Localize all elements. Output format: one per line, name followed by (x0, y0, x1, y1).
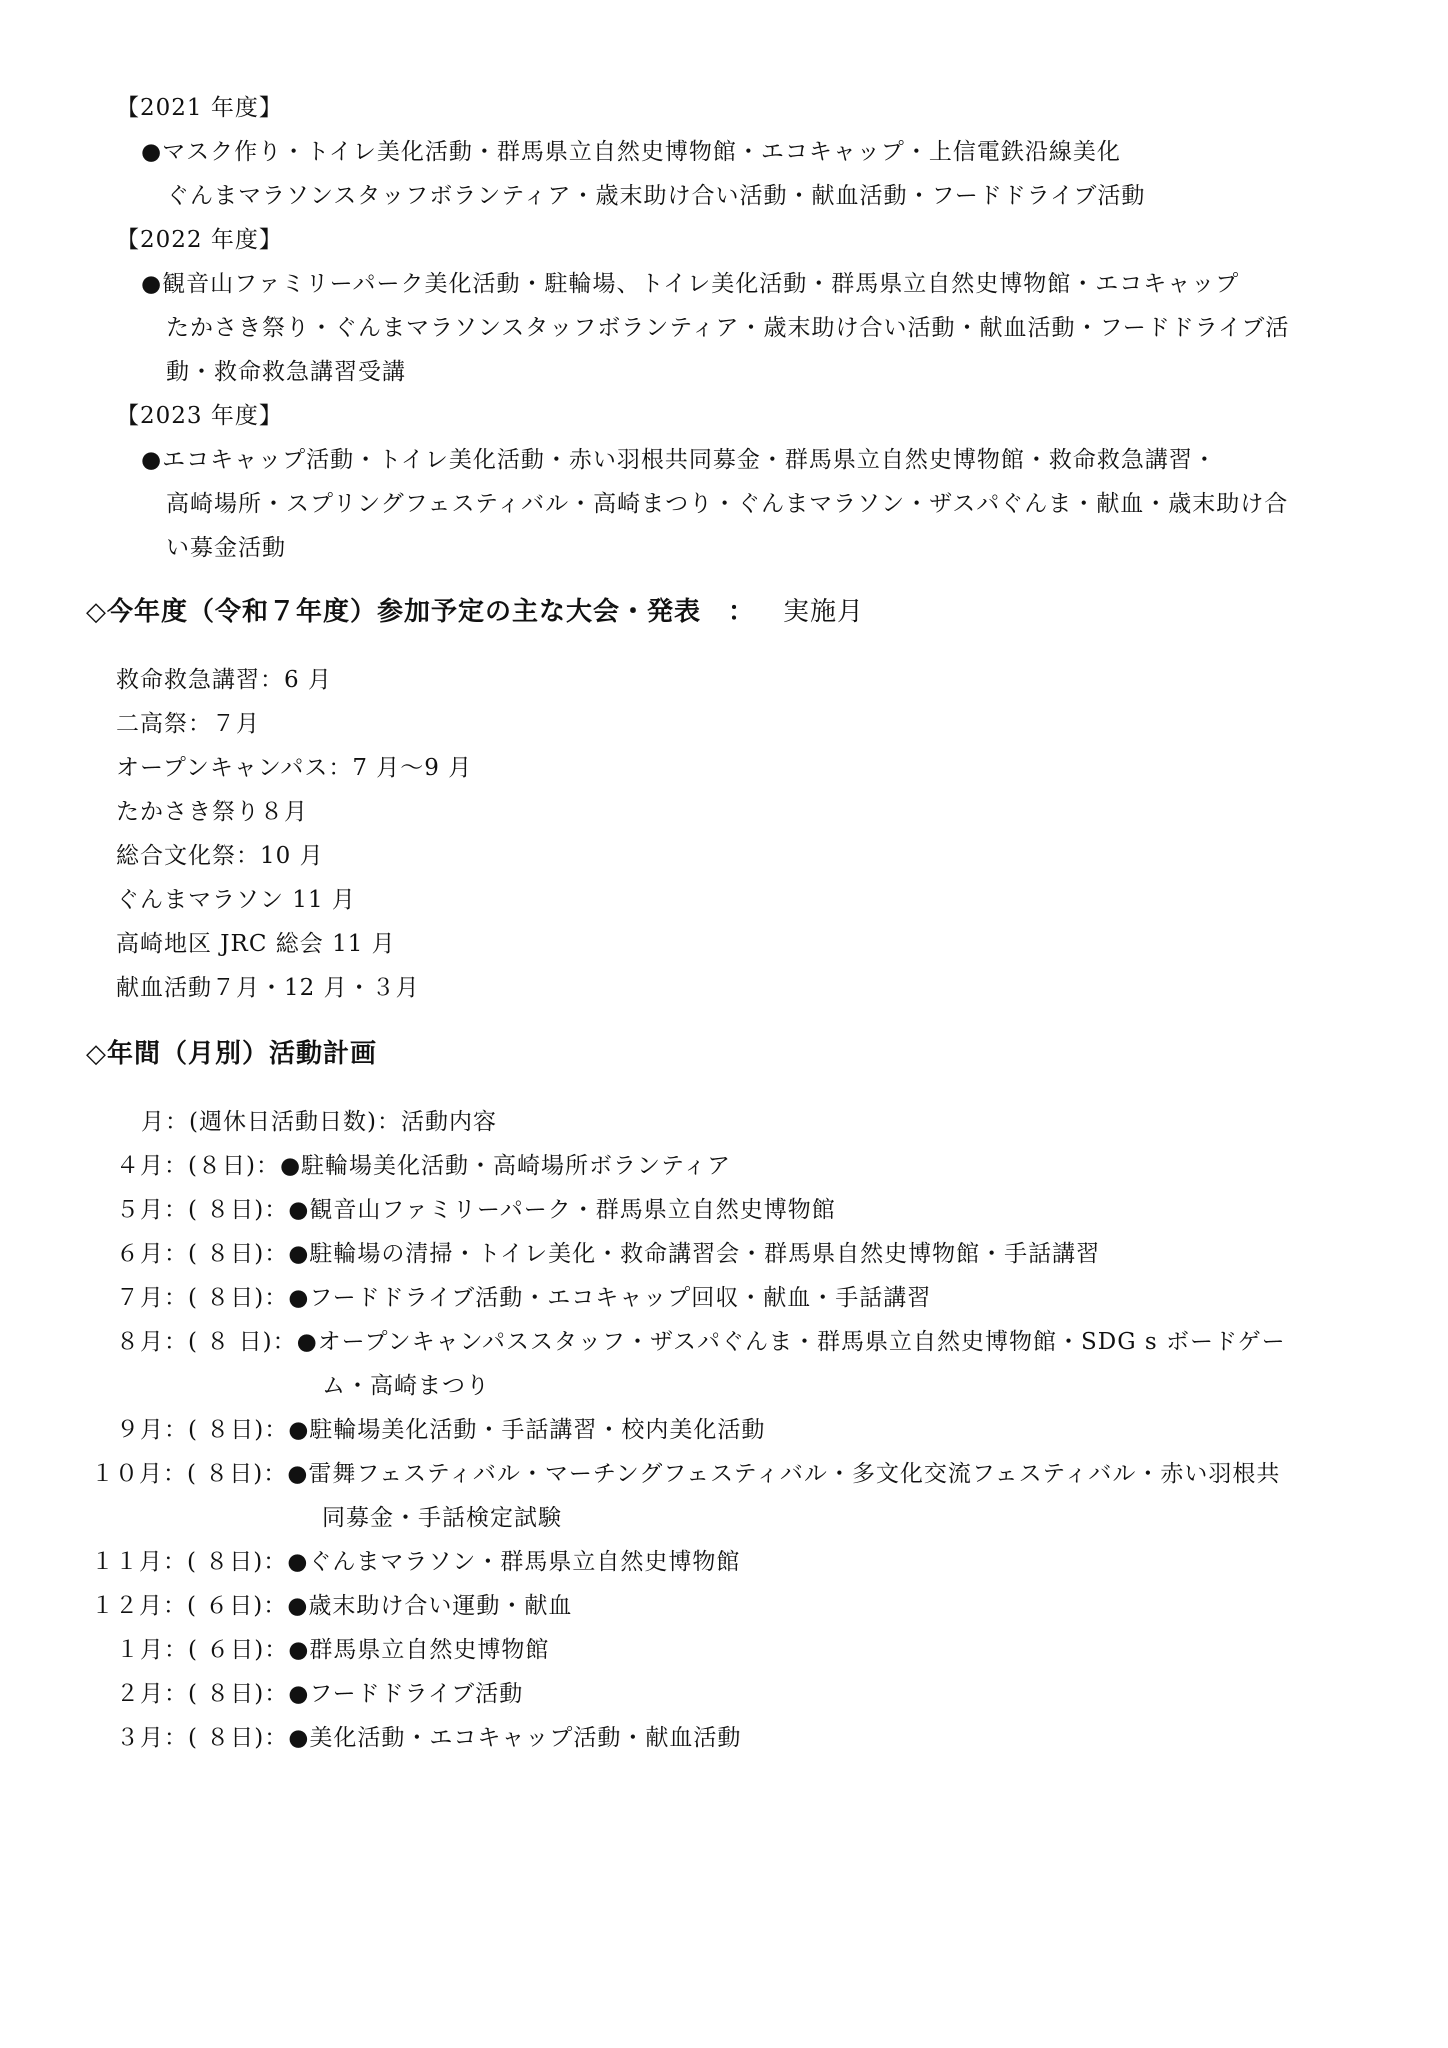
plan-header-row: 月：(週休日活動日数)：活動内容 (141, 1109, 497, 1135)
activities-2023-line-3: い募金活動 (166, 535, 286, 561)
year-label-2023: 【2023 年度】 (116, 403, 283, 429)
event-item: ぐんまマラソン 11 月 (116, 887, 356, 913)
plan-row: １１月：( ８日)：●ぐんまマラソン・群馬県立自然史博物館 (91, 1549, 741, 1575)
event-item: 総合文化祭：10 月 (116, 843, 324, 869)
event-item: 献血活動７月・12 月・３月 (116, 975, 420, 1001)
events-heading (86, 595, 864, 629)
event-item: オープンキャンパス：7 月〜9 月 (116, 755, 473, 781)
plan-row-continuation: 同募金・手話検定試験 (322, 1505, 562, 1531)
plan-row: １月：( ６日)：●群馬県立自然史博物館 (116, 1637, 550, 1663)
activities-2023-line-1: ●エコキャップ活動・トイレ美化活動・赤い羽根共同募金・群馬県立自然史博物館・救命救急講習・ (141, 447, 1217, 473)
plan-row: ９月：( ８日)：●駐輪場美化活動・手話講習・校内美化活動 (116, 1417, 766, 1443)
plan-row: ３月：( ８日)：●美化活動・エコキャップ活動・献血活動 (116, 1725, 742, 1751)
events-heading-text: ◇今年度（令和７年度）参加予定の主な大会・発表 ： (86, 597, 755, 627)
event-item: 高崎地区 JRC 総会 11 月 (116, 931, 396, 957)
event-item: 二高祭：７月 (116, 711, 260, 737)
activities-2022-line-3: 動・救命救急講習受講 (166, 359, 406, 385)
activities-2023-line-2: 高崎場所・スプリングフェスティバル・高崎まつり・ぐんまマラソン・ザスパぐんま・献血・歳末助け合 (166, 491, 1289, 517)
plan-row: ７月：( ８日)：●フードドライブ活動・エコキャップ回収・献血・手話講習 (116, 1285, 932, 1311)
activities-2022-line-1: ●観音山ファミリーパーク美化活動・駐輪場、トイレ美化活動・群馬県立自然史博物館・エコキャップ (141, 271, 1240, 297)
activities-2021-line-2: ぐんまマラソンスタッフボランティア・歳末助け合い活動・献血活動・フードドライブ活動 (166, 183, 1146, 209)
activities-2022-line-2: たかさき祭り・ぐんまマラソンスタッフボランティア・歳末助け合い活動・献血活動・フードドライブ活 (166, 315, 1290, 341)
year-label-2021: 【2021 年度】 (116, 95, 283, 121)
plan-row: ６月：( ８日)：●駐輪場の清掃・トイレ美化・救命講習会・群馬県自然史博物館・手話講習 (116, 1241, 1101, 1267)
plan-heading: ◇年間（月別）活動計画 (86, 1039, 377, 1069)
activities-2021-line-1: ●マスク作り・トイレ美化活動・群馬県立自然史博物館・エコキャップ・上信電鉄沿線美化 (141, 139, 1121, 165)
plan-row: ４月：(８日)：●駐輪場美化活動・高崎場所ボランティア (116, 1153, 732, 1179)
event-item: たかさき祭り８月 (116, 799, 308, 825)
plan-row-continuation: ム・高崎まつり (322, 1373, 490, 1399)
plan-row: ２月：( ８日)：●フードドライブ活動 (116, 1681, 524, 1707)
event-item: 救命救急講習：6 月 (116, 667, 332, 693)
year-label-2022: 【2022 年度】 (116, 227, 283, 253)
plan-row: ８月：( ８ 日)：●オープンキャンパススタッフ・ザスパぐんま・群馬県立自然史博物館・SDG s ボードゲー (116, 1329, 1286, 1355)
plan-row: ５月：( ８日)：●観音山ファミリーパーク・群馬県立自然史博物館 (116, 1197, 836, 1223)
plan-row: １０月：( ８日)：●雷舞フェスティバル・マーチングフェスティバル・多文化交流フェスティバル・赤い羽根共 (91, 1461, 1281, 1487)
events-heading-note: 実施月 (783, 597, 865, 627)
plan-row: １２月：( ６日)：●歳末助け合い運動・献血 (91, 1593, 573, 1619)
